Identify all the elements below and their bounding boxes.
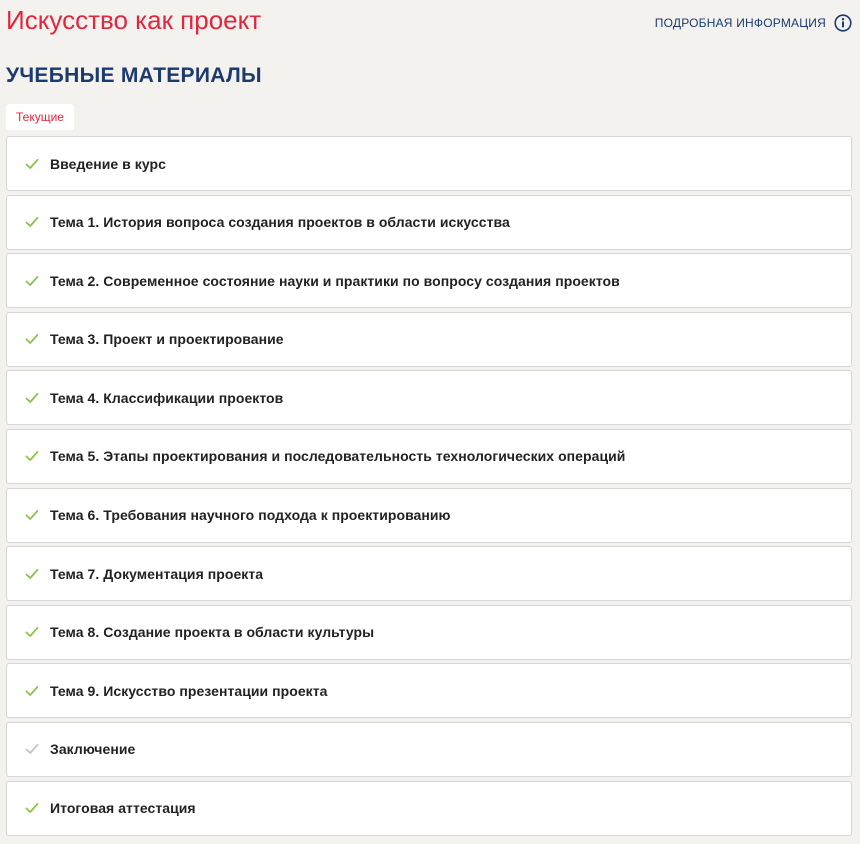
lesson-label: Тема 3. Проект и проектирование [50,331,284,348]
lesson-label: Тема 2. Современное состояние науки и практики по вопросу создания проектов [50,272,620,289]
lesson-item[interactable] [6,136,852,191]
check-icon [25,801,39,815]
check-icon [25,508,39,522]
check-icon [25,625,39,639]
lesson-item[interactable] [6,781,852,836]
tab-current[interactable]: Текущие [6,104,74,130]
check-icon [25,567,39,581]
lesson-item[interactable] [6,488,852,543]
check-icon [25,449,39,463]
lesson-label: Тема 1. История вопроса создания проектов в области искусства [50,214,510,231]
lesson-label: Тема 5. Этапы проектирования и последовательность технологических операций [50,448,626,465]
check-icon [25,215,39,229]
info-circle-icon[interactable] [834,14,852,32]
lesson-item[interactable] [6,546,852,601]
check-icon [25,742,39,756]
details-link[interactable] [655,14,852,32]
check-icon [25,274,39,288]
lesson-label: Тема 8. Создание проекта в области культуры [50,624,375,641]
lesson-label: Тема 4. Классификации проектов [50,389,284,406]
lesson-item[interactable] [6,429,852,484]
lesson-item[interactable] [6,253,852,308]
lesson-item[interactable] [6,605,852,660]
lesson-item[interactable] [6,195,852,250]
check-icon [25,391,39,405]
section-title: УЧЕБНЫЕ МАТЕРИАЛЫ [6,64,262,87]
lesson-label: Тема 6. Требования научного подхода к проектированию [50,507,451,524]
lesson-label: Введение в курс [50,155,166,172]
lesson-label: Заключение [50,741,136,758]
check-icon [25,157,39,171]
lesson-list [6,136,852,839]
lesson-label: Тема 7. Документация проекта [50,565,264,582]
lesson-item[interactable] [6,370,852,425]
lesson-item[interactable] [6,312,852,367]
lesson-label: Тема 9. Искусство презентации проекта [50,682,328,699]
check-icon [25,684,39,698]
course-title: Искусство как проект [6,5,262,35]
lesson-item[interactable] [6,663,852,718]
check-icon [25,332,39,346]
details-link-label: ПОДРОБНАЯ ИНФОРМАЦИЯ [654,16,826,30]
lesson-item[interactable] [6,722,852,777]
lesson-label: Итоговая аттестация [50,800,196,817]
